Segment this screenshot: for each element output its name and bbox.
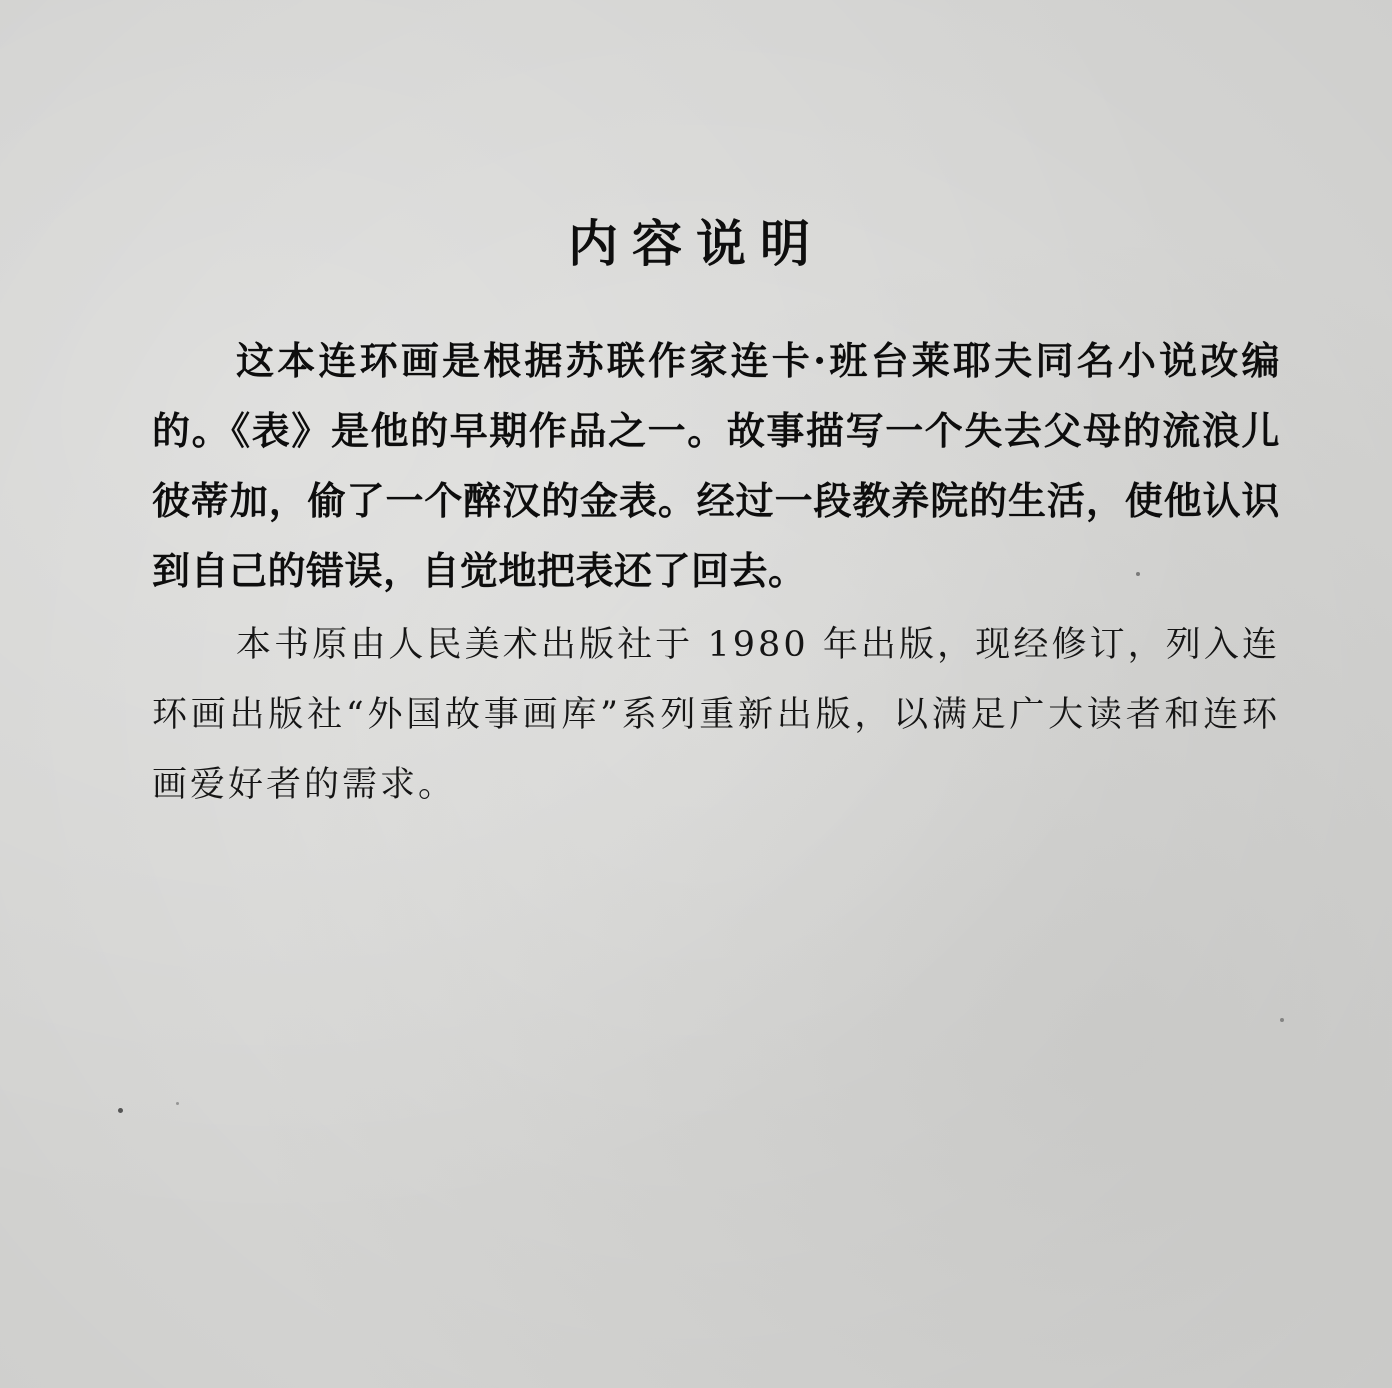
paper-speck [176,1102,179,1105]
paper-speck [118,1108,123,1113]
paragraph-publication-note: 本书原由人民美术出版社于 1980 年出版，现经修订，列入连环画出版社“外国故事画库”系列重新出版，以满足广大读者和连环画爱好者的需求。 [152,625,1280,805]
paper-speck [1280,1018,1284,1022]
page-title: 内容说明 [568,215,824,273]
paper-speck [1136,572,1140,576]
paragraph-summary: 这本连环画是根据苏联作家连卡·班台莱耶夫同名小说改编的。《表》是他的早期作品之一。故事描写一个失去父母的流浪儿彼蒂加，偷了一个醉汉的金表。经过一段教养院的生活，使他认识到自己的错误，自觉地把表还了回去。 [152,338,1280,593]
